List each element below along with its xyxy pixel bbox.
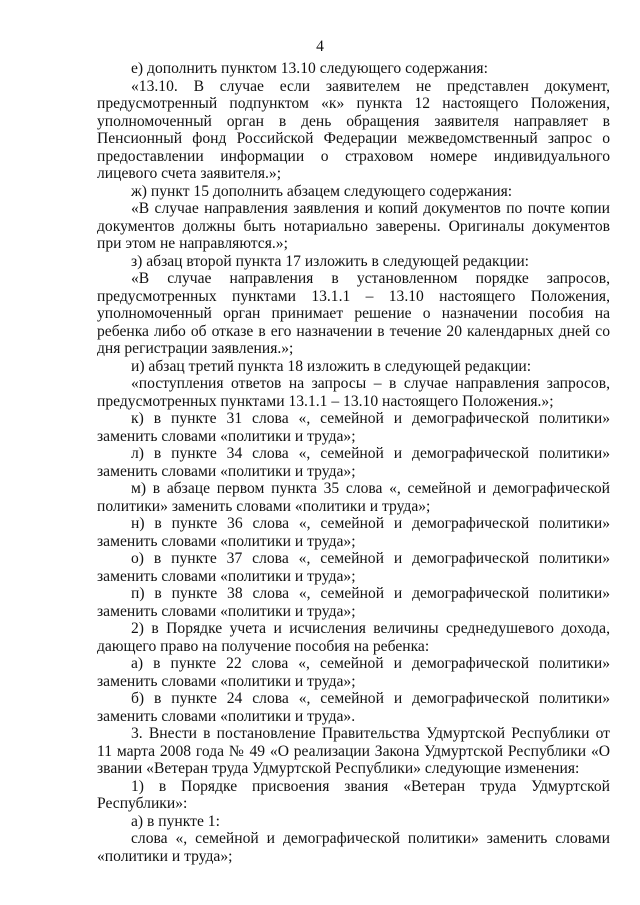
paragraph: «В случае направления заявления и копий документов по почте копии документов должны быть нотариально заверены. Оригиналы документов при этом не направляются.»; [97,200,610,252]
paragraph: н) в пункте 36 слова «, семейной и демографической политики» заменить словами «политики и труда»; [97,515,610,550]
paragraph: м) в абзаце первом пункта 35 слова «, семейной и демографической политики» заменить словами «политики и труда»; [97,480,610,515]
document-body [97,60,610,865]
paragraph: 3. Внести в постановление Правительства Удмуртской Республики от 11 марта 2008 года № 49 «О реализации Закона Удмуртской Республики «О звании «Ветеран труда Удмуртской Республики» следующие изменения: [97,725,610,777]
paragraph: слова «, семейной и демографической политики» заменить словами «политики и труда»; [97,830,610,865]
paragraph: о) в пункте 37 слова «, семейной и демографической политики» заменить словами «политики и труда»; [97,550,610,585]
paragraph: з) абзац второй пункта 17 изложить в следующей редакции: [131,252,530,270]
paragraph: а) в пункте 22 слова «, семейной и демографической политики» заменить словами «политики и труда»; [97,655,610,690]
paragraph: к) в пункте 31 слова «, семейной и демографической политики» заменить словами «политики и труда»; [97,410,610,445]
paragraph: ж) пункт 15 дополнить абзацем следующего содержания: [131,182,513,200]
paragraph: и) абзац третий пункта 18 изложить в следующей редакции: [131,357,532,375]
paragraph: е) дополнить пунктом 13.10 следующего содержания: [131,60,488,77]
page-number: 4 [316,38,324,55]
paragraph: «13.10. В случае если заявителем не представлен документ, предусмотренный подпунктом «к» пункта 12 настоящего Положения, уполномоченный орган в день обращения заявителя направляет в Пенсионный фонд Российской Федерации межведомственный запрос о предоставлении информации о страховом номере индивидуального лицевого счета заявителя.»; [97,77,610,182]
paragraph: п) в пункте 38 слова «, семейной и демографической политики» заменить словами «политики и труда»; [97,585,610,620]
paragraph: 2) в Порядке учета и исчисления величины среднедушевого дохода, дающего право на получение пособия на ребенка: [97,620,610,655]
paragraph: а) в пункте 1: [131,812,220,830]
paragraph: «В случае направления в установленном порядке запросов, предусмотренных пунктами 13.1.1 – 13.10 настоящего Положения, уполномоченный орган принимает решение о назначении пособия на ребенка либо об отказе в его назначении в течение 20 календарных дней со дня регистрации заявления.»; [97,270,610,357]
paragraph: 1) в Порядке присвоения звания «Ветеран труда Удмуртской Республики»: [97,777,610,812]
paragraph: л) в пункте 34 слова «, семейной и демографической политики» заменить словами «политики и труда»; [97,445,610,480]
paragraph: «поступления ответов на запросы – в случае направления запросов, предусмотренных пунктами 13.1.1 – 13.10 настоящего Положения.»; [97,375,610,410]
paragraph: б) в пункте 24 слова «, семейной и демографической политики» заменить словами «политики и труда». [97,690,610,725]
